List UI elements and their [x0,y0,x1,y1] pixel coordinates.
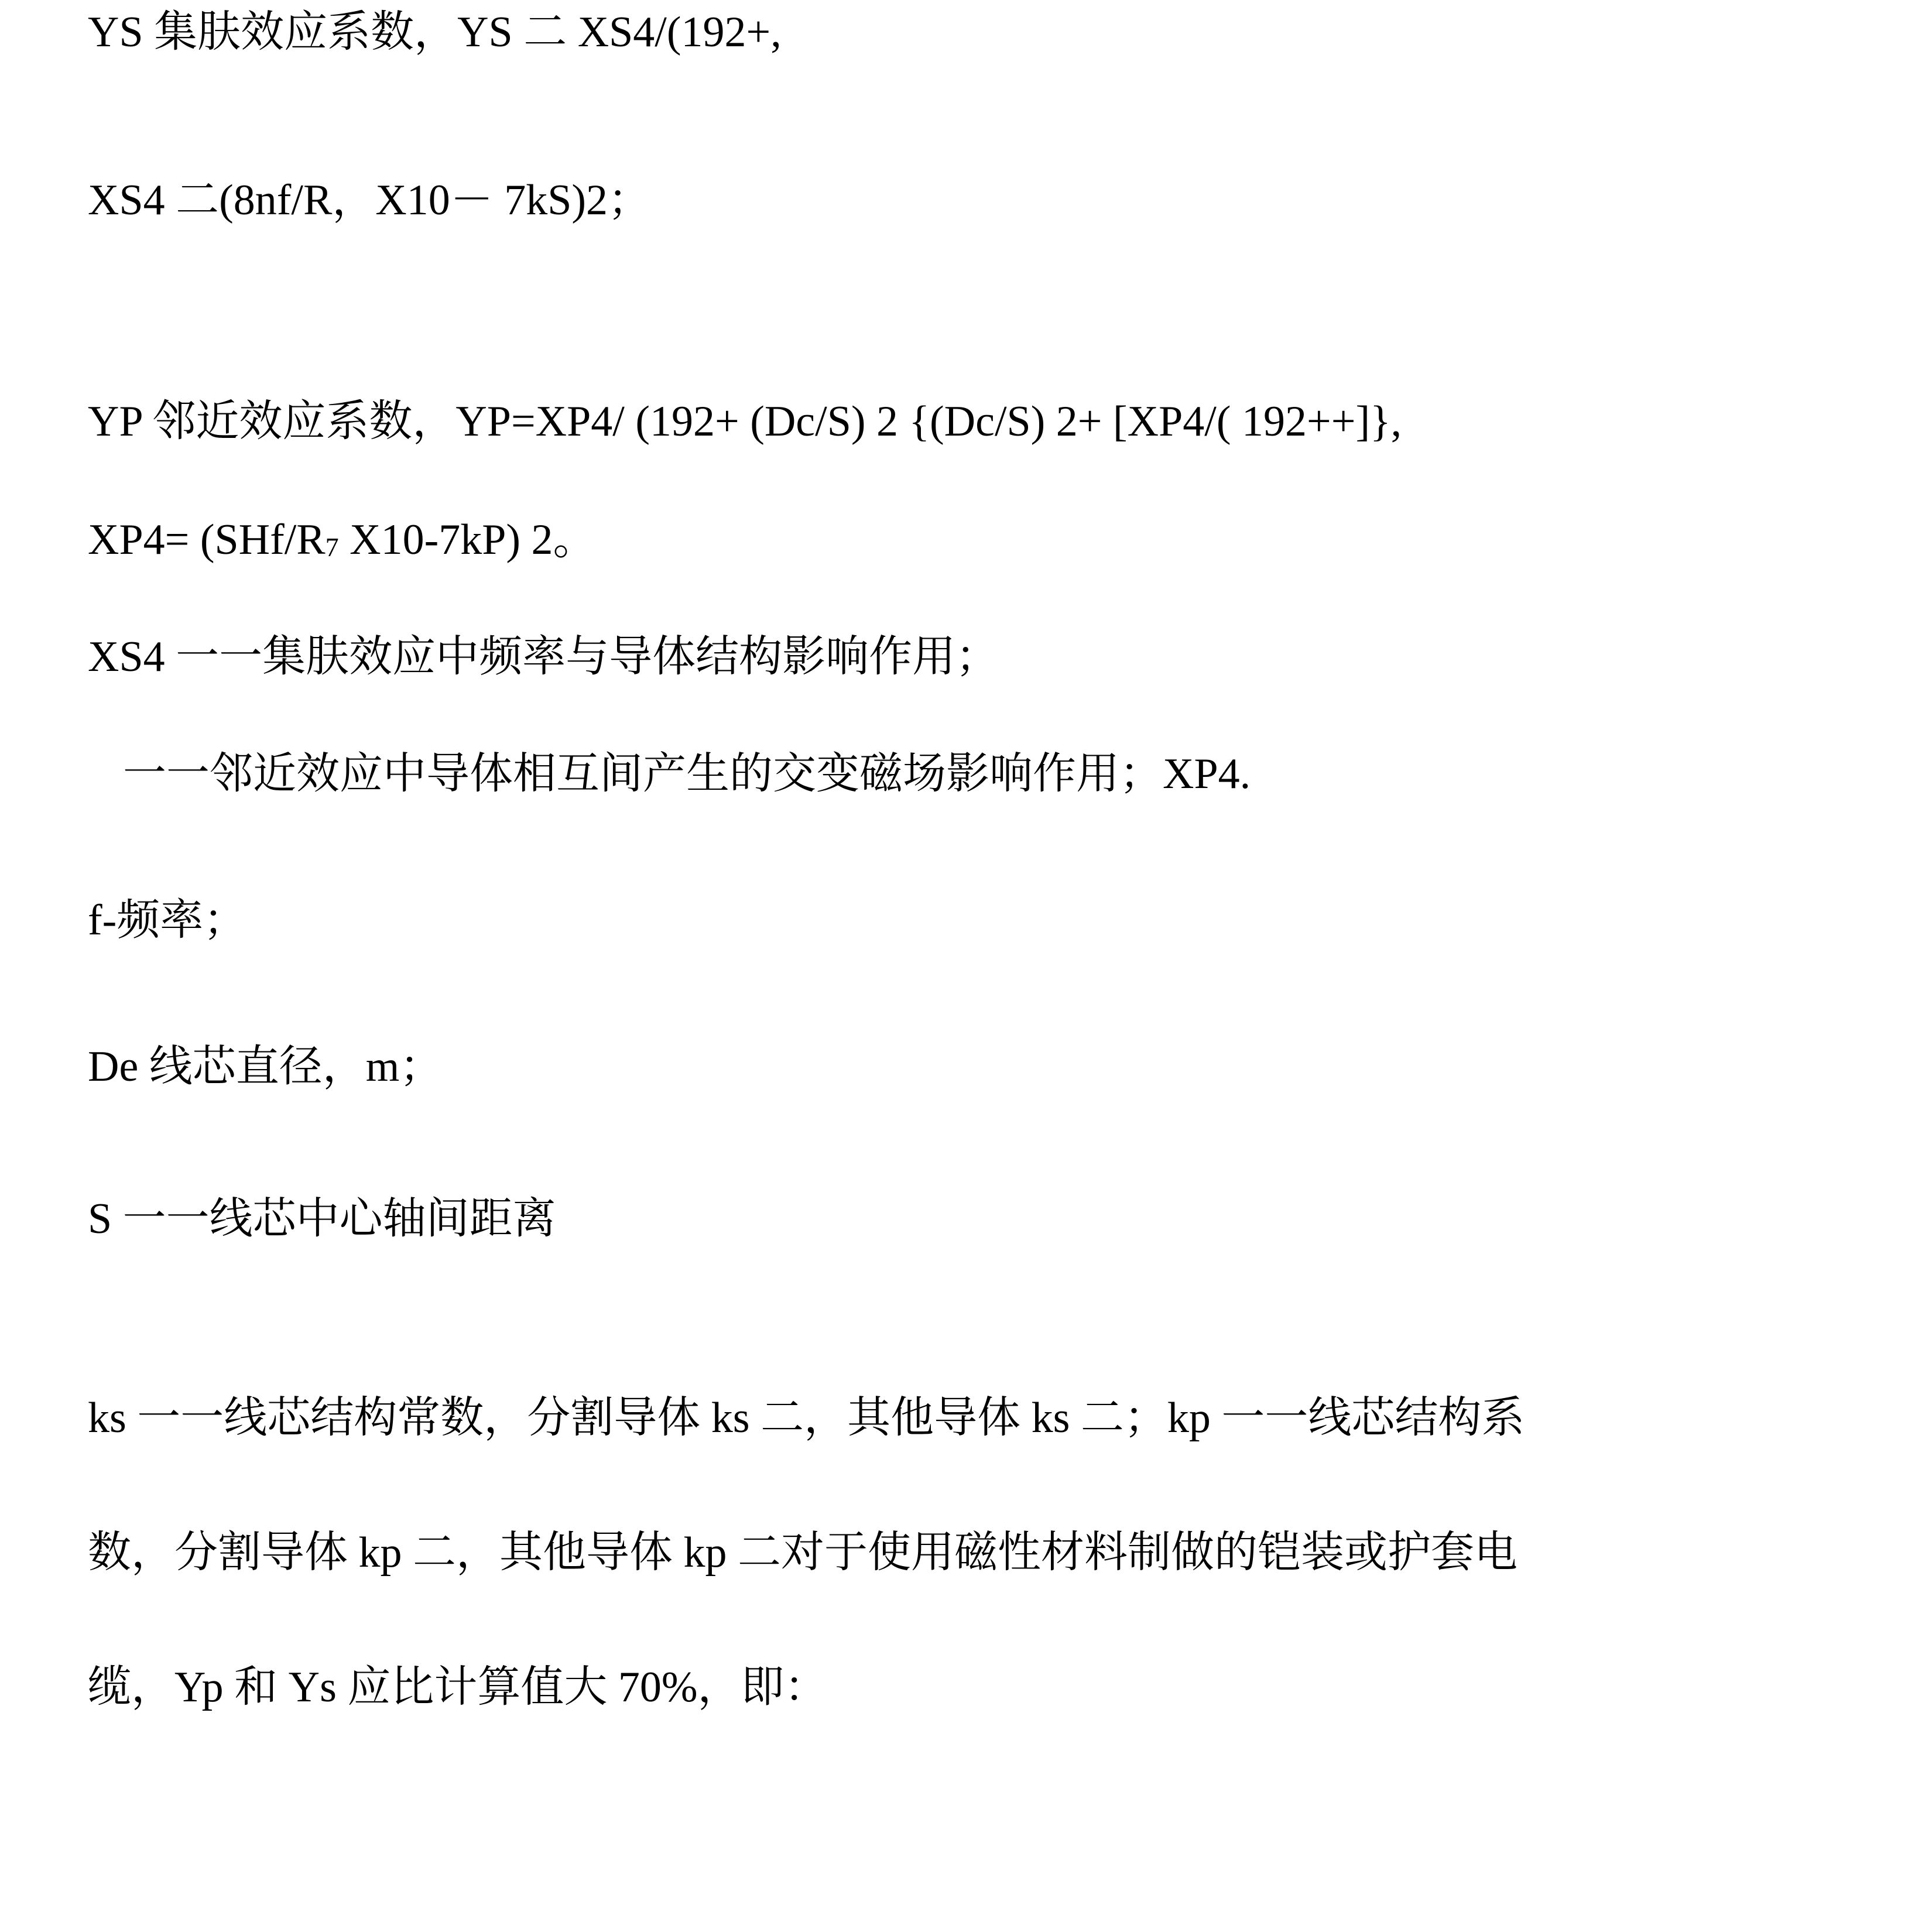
text-line-core-spacing: S 一一线芯中心轴间距离 [88,1195,556,1243]
text-line-yp-ys-increase: 缆，Yp 和 Ys 应比计算值大 70%，即： [88,1663,828,1711]
text-line-xs4-formula: XS4 二(8nf/R，X10－ 7kS)2； [88,176,652,224]
xp4-formula-start: XP4= (SHf/R [88,516,326,564]
text-line-ys-skin-effect: YS 集肤效应系数，YS 二 XS4/(192+, [88,8,782,56]
text-line-xp4-definition: 一一邻近效应中导体相互间产生的交变磁场影响作用；XP4. [123,750,1251,798]
text-line-xp4-formula [88,516,597,564]
text-line-yp-proximity-effect: YP 邻近效应系数，YP=XP4/ (192+ (Dc/S) 2 {(Dc/S) 2+ [XP4/( 192++]}, [88,398,1402,446]
text-line-frequency: f-频率； [88,896,247,944]
text-line-core-diameter: De 线芯直径，m； [88,1043,443,1091]
text-line-kp-magnetic-armour: 数，分割导体 kp 二，其他导体 kp 二对于使用磁性材料制做的铠装或护套电 [88,1529,1517,1577]
text-line-xs4-definition: XS4 一一集肤效应中频率与导体结构影响作用； [88,633,999,681]
xp4-formula-subscript: 7 [325,532,339,562]
text-line-ks-kp-constants: ks 一一线芯结构常数，分割导体 ks 二，其他导体 ks 二；kp 一一线芯结构系 [88,1394,1525,1442]
xp4-formula-end: X10-7kP) 2。 [338,516,597,564]
